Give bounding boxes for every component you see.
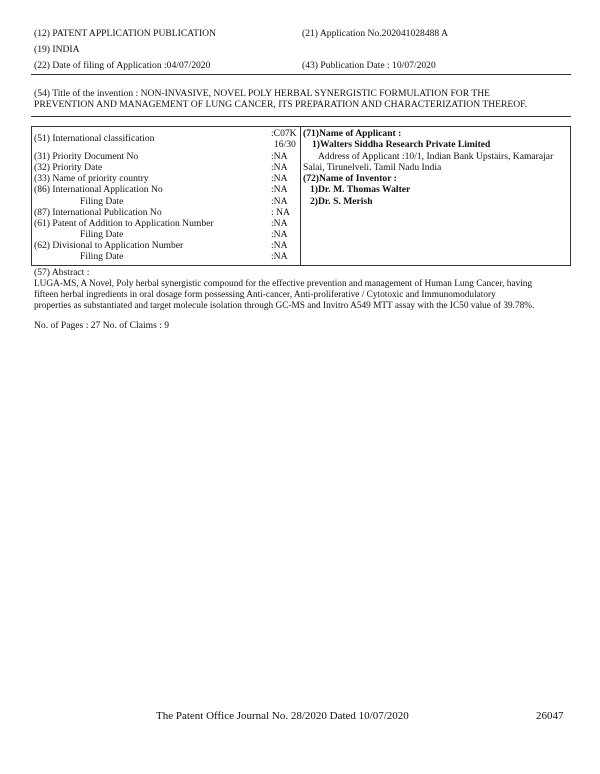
- page-number: 26047: [536, 710, 564, 722]
- field-label: (62) Divisional to Application Number: [34, 240, 184, 251]
- country: (19) INDIA: [34, 44, 80, 55]
- field-value: : NA: [271, 207, 290, 218]
- field-label: (31) Priority Document No: [34, 151, 139, 162]
- publication-type: (12) PATENT APPLICATION PUBLICATION: [34, 28, 217, 39]
- table-right-border: [570, 126, 571, 266]
- field-label: (33) Name of priority country: [34, 173, 149, 184]
- applicant-heading: (71)Name of Applicant :: [303, 128, 402, 139]
- field-label: (86) International Application No: [34, 184, 163, 195]
- field-label: (61) Patent of Addition to Application Number: [34, 218, 214, 229]
- title-line-1: (54) Title of the invention : NON-INVASIVE, NOVEL POLY HERBAL SYNERGISTIC FORMULATION FOR THE: [34, 88, 490, 99]
- inventor-heading: (72)Name of Inventor :: [303, 173, 397, 184]
- applicant-address-line-2: Salai, Tirunelveli. Tamil Nadu India: [303, 162, 442, 173]
- publication-date: (43) Publication Date : 10/07/2020: [302, 60, 436, 71]
- field-value: :C07K: [271, 128, 297, 139]
- table-column-divider: [300, 126, 301, 266]
- applicant-address-line-1: Address of Applicant :10/1, Indian Bank Upstairs, Kamarajar: [318, 151, 554, 162]
- title-divider: [31, 116, 571, 117]
- field-value: :NA: [271, 218, 288, 229]
- inventor-name: 2)Dr. S. Merish: [310, 196, 373, 207]
- filing-date: (22) Date of filing of Application :04/07/2020: [34, 60, 211, 71]
- title-line-2: PREVENTION AND MANAGEMENT OF LUNG CANCER, ITS PREPARATION AND CHARACTERIZATION THEREOF.: [34, 99, 528, 110]
- abstract-line-3: properties as substantiated and target molecule isolation through GC-MS and Invitro A549 MTT assay with the IC50 value of 39.78%.: [34, 301, 535, 311]
- field-label: (32) Priority Date: [34, 162, 103, 173]
- field-value: :NA: [271, 229, 288, 240]
- field-label: Filing Date: [80, 251, 124, 262]
- field-value: :NA: [271, 162, 288, 173]
- field-value: :NA: [271, 251, 288, 262]
- header-divider: [31, 74, 571, 75]
- field-label: Filing Date: [80, 196, 124, 207]
- journal-footer: The Patent Office Journal No. 28/2020 Dated 10/07/2020: [156, 710, 409, 722]
- abstract-line-1: LUGA-MS, A Novel, Poly herbal synergistic compound for the effective prevention and management of Human Lung Cancer, having: [34, 279, 533, 289]
- field-value: :NA: [271, 151, 288, 162]
- field-value: 16/30: [274, 139, 296, 150]
- table-left-border: [31, 126, 32, 266]
- field-label: Filing Date: [80, 229, 124, 240]
- field-value: :NA: [271, 173, 288, 184]
- table-top-border: [31, 126, 571, 127]
- field-value: :NA: [271, 184, 288, 195]
- abstract-heading: (57) Abstract :: [34, 267, 90, 278]
- inventor-name: 1)Dr. M. Thomas Walter: [310, 184, 411, 195]
- field-label: (87) International Publication No: [34, 207, 162, 218]
- field-label: (51) International classification: [34, 133, 155, 144]
- table-bottom-border: [31, 265, 571, 266]
- pages-claims: No. of Pages : 27 No. of Claims : 9: [34, 320, 170, 331]
- field-value: :NA: [271, 196, 288, 207]
- applicant-name: 1)Walters Siddha Research Private Limited: [312, 139, 491, 150]
- field-value: :NA: [271, 240, 288, 251]
- application-number: (21) Application No.202041028488 A: [302, 28, 449, 39]
- abstract-line-2: fifteen herbal ingredients in oral dosage form possessing Anti-cancer, Anti-proliferative / Cytotoxic and Immunomodulatory: [34, 290, 496, 300]
